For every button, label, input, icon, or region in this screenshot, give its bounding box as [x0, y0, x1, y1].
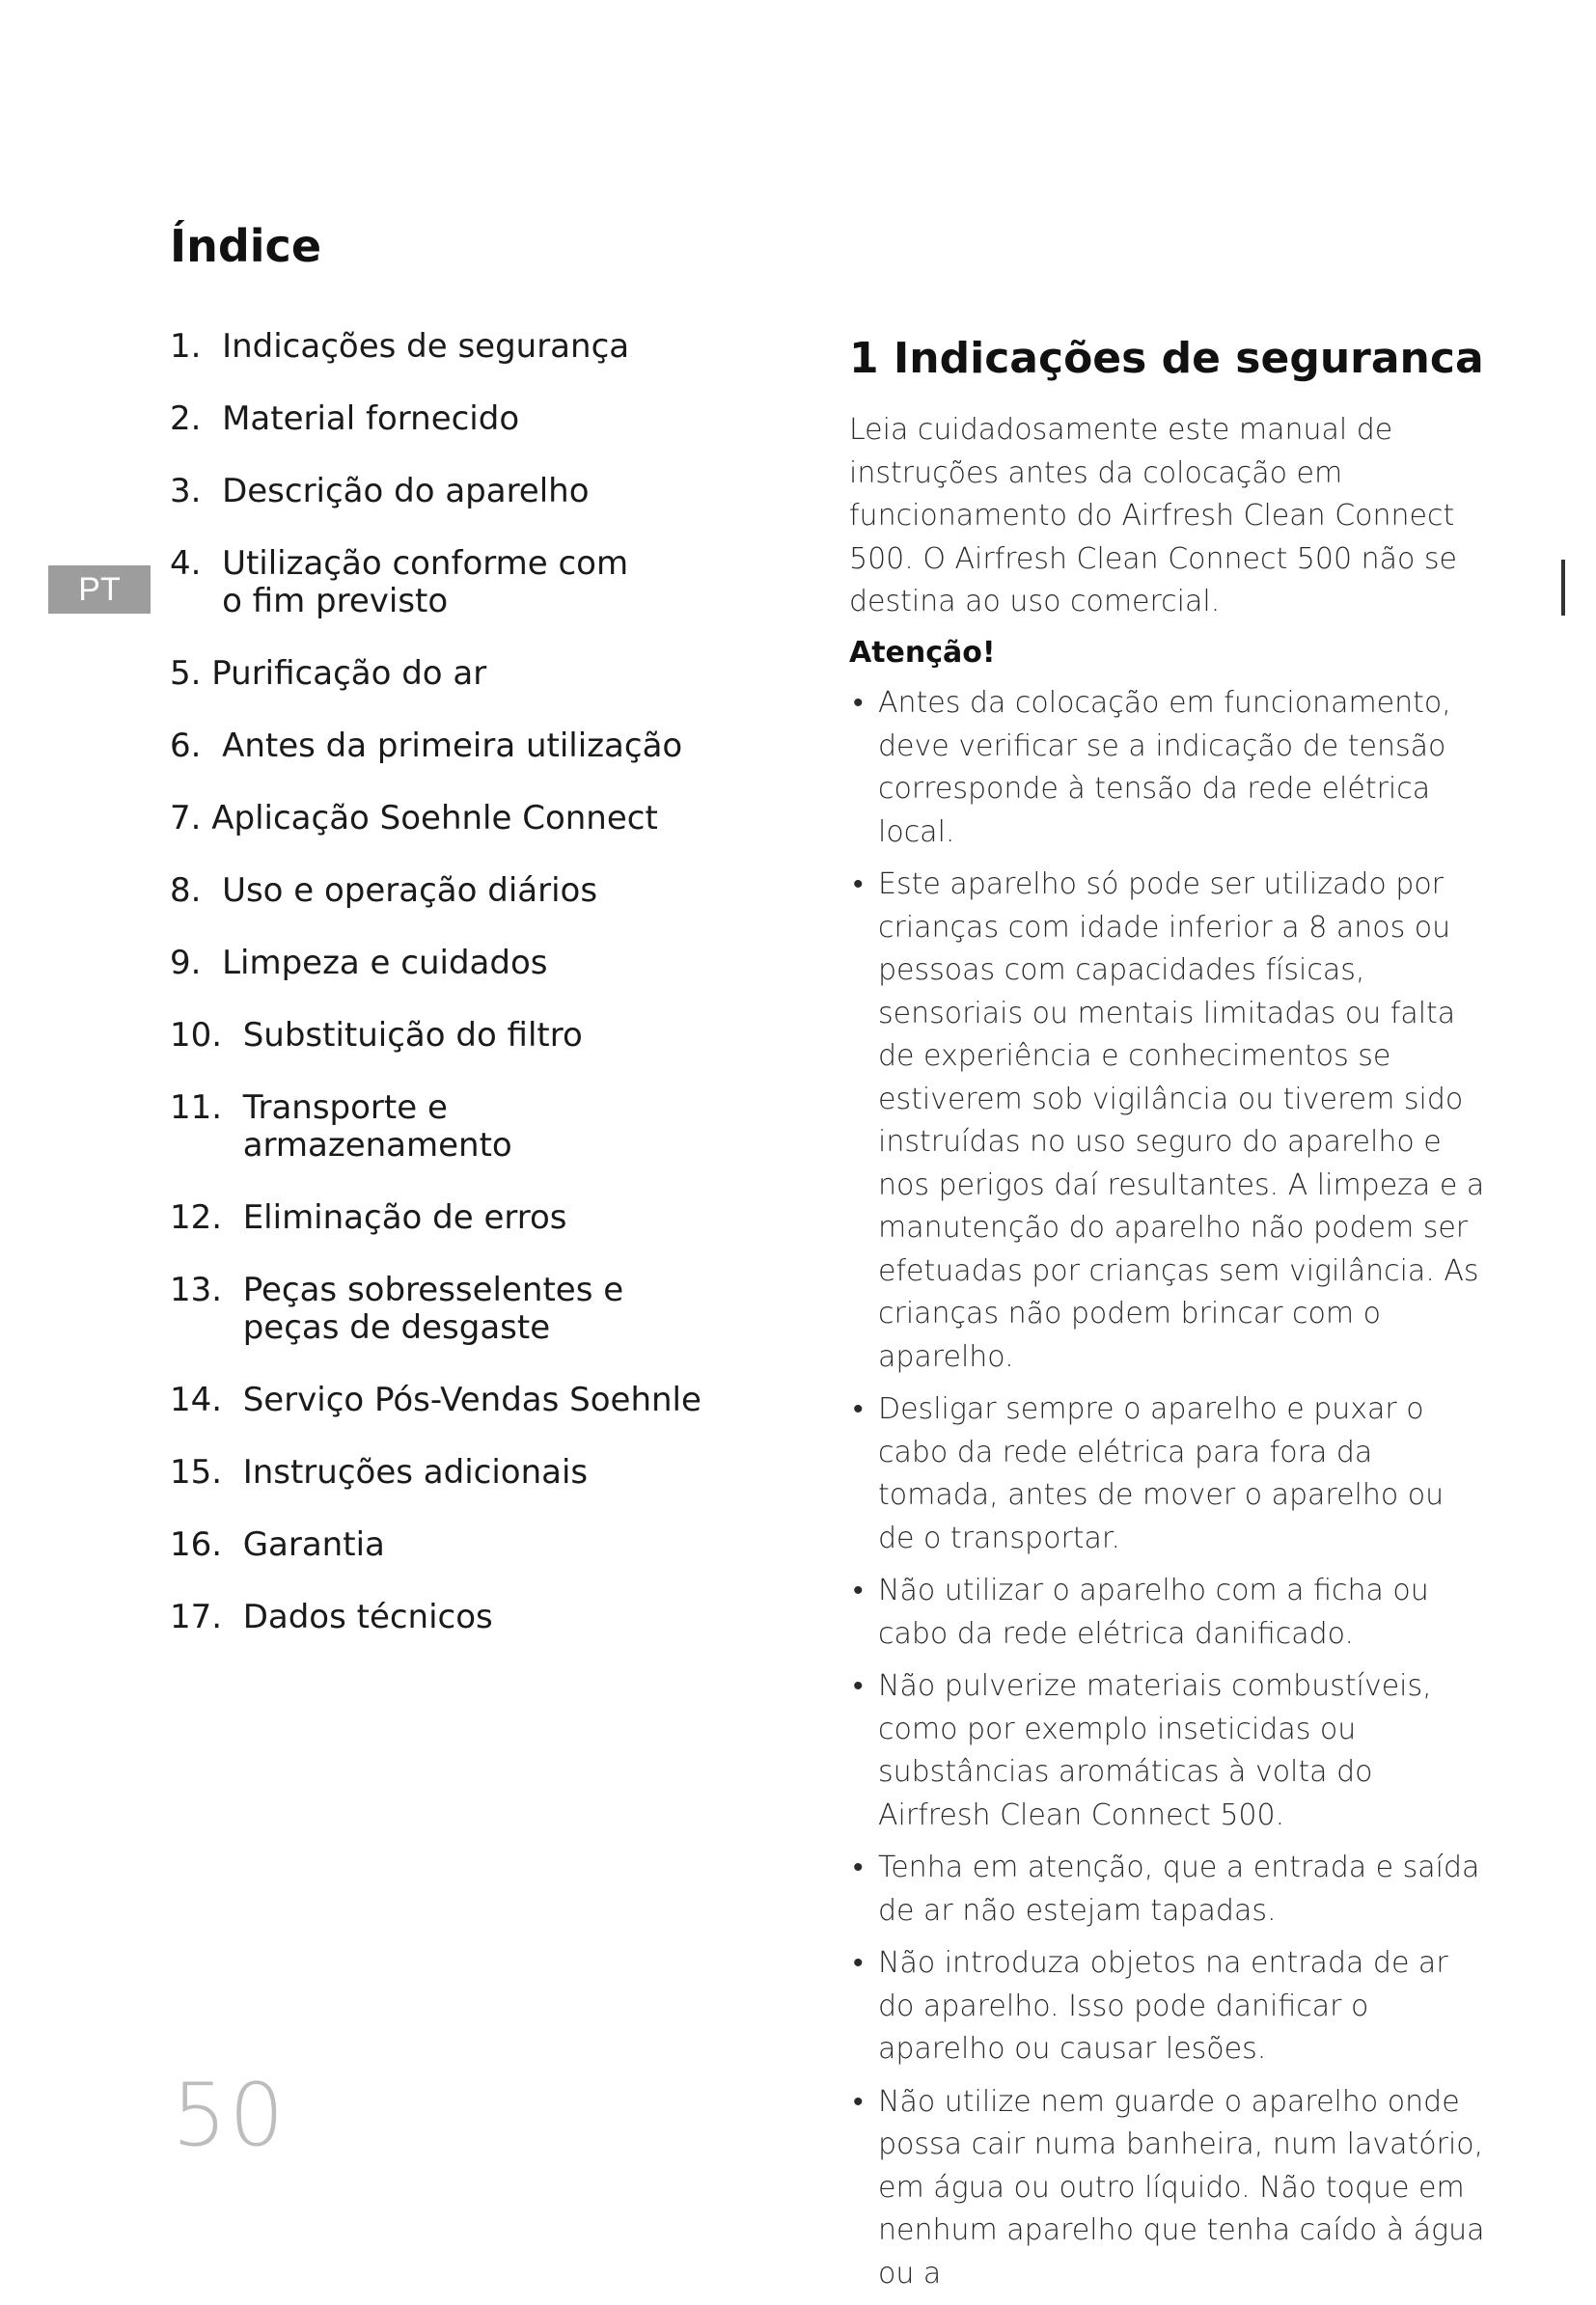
toc-item-number: 7.	[170, 799, 212, 837]
toc-item[interactable]	[170, 400, 710, 438]
toc-item-number: 1.	[170, 327, 223, 366]
intro-paragraph: Leia cuidadosamente este manual de instruções antes da colocação em funcionamento do Airfresh Clean Connect 500. O Airfresh Clean Connect 500 não se destina ao uso comercial.	[849, 413, 1457, 618]
toc-item-label: Instruções adicionais	[242, 1453, 589, 1492]
toc-item-number: 9.	[170, 944, 223, 982]
toc-item-number: 5.	[170, 654, 212, 693]
toc-item-label: Uso e operação diários	[222, 871, 598, 910]
toc-item-label: Purificação do ar	[211, 654, 487, 693]
toc-item-label: Indicações de segurança	[222, 327, 630, 366]
list-item: • Não utilizar o aparelho com a ficha ou cabo da rede elétrica danificado.	[849, 1570, 1486, 1656]
section-title: 1 Indicações de seguranca	[849, 334, 1484, 383]
toc-item[interactable]	[170, 1526, 710, 1564]
toc-item[interactable]	[170, 1382, 710, 1419]
list-item: • Este aparelho só pode ser utilizado por crianças com idade inferior a 8 anos ou pessoas com capacidades físicas, sensoriais ou mentais limitadas ou falta de experiência e conhecimentos se estiverem sob vigilância ou tiverem sido instruídas no uso seguro do aparelho e nos perigos daí resultantes. A limpeza e a manutenção do aparelho não podem ser efetuadas por crianças sem vigilância. As crianças não podem brincar com o aparelho.	[849, 864, 1486, 1379]
list-item: • Não utilize nem guarde o aparelho onde possa cair numa banheira, num lavatório, em água ou outro líquido. Não toque em nenhum aparelho que tenha caído à água ou a	[849, 2081, 1486, 2296]
toc-item[interactable]	[170, 328, 710, 366]
toc-item-number: 6.	[170, 727, 223, 765]
toc-item-label: Peças sobresselentes e peças de desgaste	[242, 1271, 624, 1347]
toc-item[interactable]	[170, 945, 710, 982]
toc-item[interactable]	[170, 545, 710, 620]
list-item: • Não introduza objetos na entrada de ar do aparelho. Isso pode danificar o aparelho ou causar lesões.	[849, 1942, 1486, 2072]
attention-heading: Atenção!	[849, 635, 996, 670]
toc-item-label: Substituição do filtro	[242, 1016, 583, 1055]
safety-section	[849, 409, 1486, 2305]
toc-item-number: 13.	[170, 1271, 243, 1309]
toc-item-number: 11.	[170, 1088, 243, 1127]
toc-item-label: Garantia	[242, 1525, 385, 1564]
margin-marker	[1561, 560, 1565, 616]
language-tab: PT	[48, 565, 151, 614]
page-number: 50	[172, 2065, 287, 2166]
toc-item[interactable]	[170, 872, 710, 910]
toc-item[interactable]	[170, 1199, 710, 1237]
list-item: • Tenha em atenção, que a entrada e saída de ar não estejam tapadas.	[849, 1847, 1486, 1933]
toc-item[interactable]	[170, 1454, 710, 1492]
toc-item[interactable]	[170, 473, 710, 510]
toc-item-label: Eliminação de erros	[242, 1198, 567, 1237]
toc-item-label: Serviço Pós-Vendas Soehnle	[242, 1381, 702, 1419]
toc-item[interactable]	[170, 1599, 710, 1636]
toc-item-number: 3.	[170, 472, 223, 510]
toc-item-number: 16.	[170, 1525, 243, 1564]
toc-item-label: Dados técnicos	[242, 1598, 493, 1636]
toc-item-label: Material fornecido	[222, 399, 520, 438]
toc-item-label: Transporte e armazenamento	[242, 1088, 512, 1165]
toc-item-number: 14.	[170, 1381, 243, 1419]
list-item: • Antes da colocação em funcionamento, deve verificar se a indicação de tensão corresponde à tensão da rede elétrica local.	[849, 682, 1486, 854]
toc-item-number: 2.	[170, 399, 223, 438]
toc-item-number: 17.	[170, 1598, 243, 1636]
toc-item[interactable]	[170, 1017, 710, 1055]
table-of-contents	[170, 328, 710, 1671]
toc-item[interactable]	[170, 727, 710, 765]
list-item: • Não pulverize materiais combustíveis, como por exemplo inseticidas ou substâncias aromáticas à volta do Airfresh Clean Connect 500.	[849, 1665, 1486, 1837]
toc-item-label: Limpeza e cuidados	[222, 944, 548, 982]
list-item: • Desligar sempre o aparelho e puxar o cabo da rede elétrica para fora da tomada, antes de mover o aparelho ou de o transportar.	[849, 1388, 1486, 1560]
toc-title: Índice	[170, 220, 322, 272]
toc-item[interactable]	[170, 1089, 710, 1165]
toc-item-number: 4.	[170, 544, 223, 583]
toc-item-number: 8.	[170, 871, 223, 910]
toc-item-label: Descrição do aparelho	[222, 472, 590, 510]
safety-list	[849, 682, 1486, 2295]
toc-item-number: 10.	[170, 1016, 243, 1055]
toc-item-number: 12.	[170, 1198, 243, 1237]
toc-item-label: Aplicação Soehnle Connect	[211, 799, 658, 837]
toc-item-label: Utilização conforme com o fim previsto	[222, 544, 629, 620]
toc-item-number: 15.	[170, 1453, 243, 1492]
toc-item[interactable]	[170, 1272, 710, 1347]
toc-item[interactable]	[170, 655, 710, 693]
toc-item-label: Antes da primeira utilização	[222, 727, 683, 765]
toc-item[interactable]	[170, 800, 710, 837]
